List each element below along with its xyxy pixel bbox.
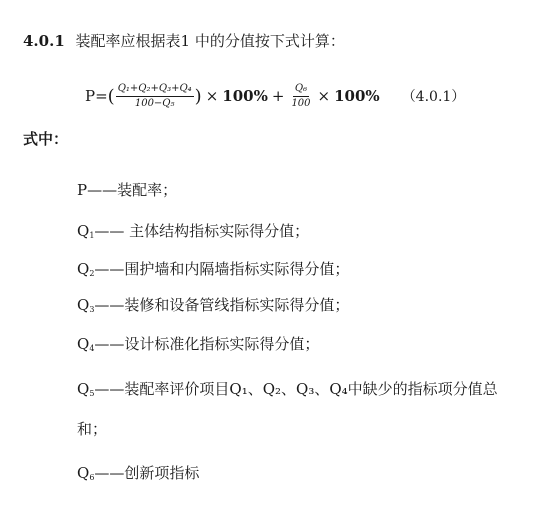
formula-times-1: × (205, 87, 219, 105)
fraction-1-numerator: Q₁+Q₂+Q₃+Q₄ (116, 83, 194, 97)
definition-q5-continuation (77, 418, 107, 440)
definition-text: ——装配率； (87, 181, 178, 199)
equation-number: （4.0.1） (401, 89, 466, 105)
where-label: 式中： (23, 130, 69, 148)
definition-subscript: 6 (89, 473, 95, 482)
formula-fraction-1 (116, 83, 194, 110)
fraction-2-denominator: 100 (291, 97, 311, 109)
definition-text: 和； (77, 420, 108, 438)
formula-fraction-2 (289, 83, 312, 110)
formula-close-paren: ) (194, 85, 202, 107)
definition-q3 (77, 294, 349, 321)
formula-4-0-1 (85, 78, 465, 114)
definition-subscript: 2 (89, 269, 95, 278)
definition-p (77, 179, 177, 201)
clause-text: 装配率应根据表1 中的分值按下式计算： (75, 32, 345, 50)
definition-subscript: 5 (89, 389, 95, 398)
formula-plus: + (271, 87, 285, 105)
definition-text: ——装修和设备管线指标实际得分值； (94, 296, 350, 314)
definition-text: ——装配率评价项目Q₁、Q₂、Q₃、Q₄中缺少的指标项分值总 (94, 380, 498, 398)
fraction-2-numerator: Q₆ (293, 83, 309, 97)
formula-times-2: × (317, 87, 331, 105)
formula-open-paren: ( (107, 85, 115, 107)
definition-symbol: Q (77, 296, 90, 314)
definition-symbol: Q (77, 335, 90, 353)
formula-percent-2: 100% (334, 87, 380, 105)
definition-q1 (77, 220, 309, 247)
definition-text: ——设计标准化指标实际得分值； (94, 335, 320, 353)
definition-q2 (77, 258, 349, 285)
definition-text: ——创新项指标 (94, 464, 200, 482)
fraction-1-denominator: 100−Q₅ (134, 97, 175, 109)
definition-subscript: 4 (89, 344, 95, 353)
formula-percent-1: 100% (222, 87, 268, 105)
clause-heading (23, 30, 345, 52)
definition-q4 (77, 333, 319, 360)
definition-symbol: Q (77, 380, 90, 398)
clause-number: 4.0.1 (23, 32, 65, 50)
definition-text: —— 主体结构指标实际得分值； (94, 222, 310, 240)
definition-symbol: Q (77, 222, 90, 240)
definition-subscript: 1 (89, 231, 95, 240)
formula-lhs: P= (85, 87, 108, 105)
definition-symbol: Q (77, 260, 90, 278)
definition-subscript: 3 (89, 305, 95, 314)
definition-text: ——围护墙和内隔墙指标实际得分值； (94, 260, 350, 278)
definition-symbol: Q (77, 464, 90, 482)
definition-q5 (77, 378, 498, 405)
definition-q6 (77, 462, 199, 489)
definition-symbol: P (77, 181, 88, 199)
